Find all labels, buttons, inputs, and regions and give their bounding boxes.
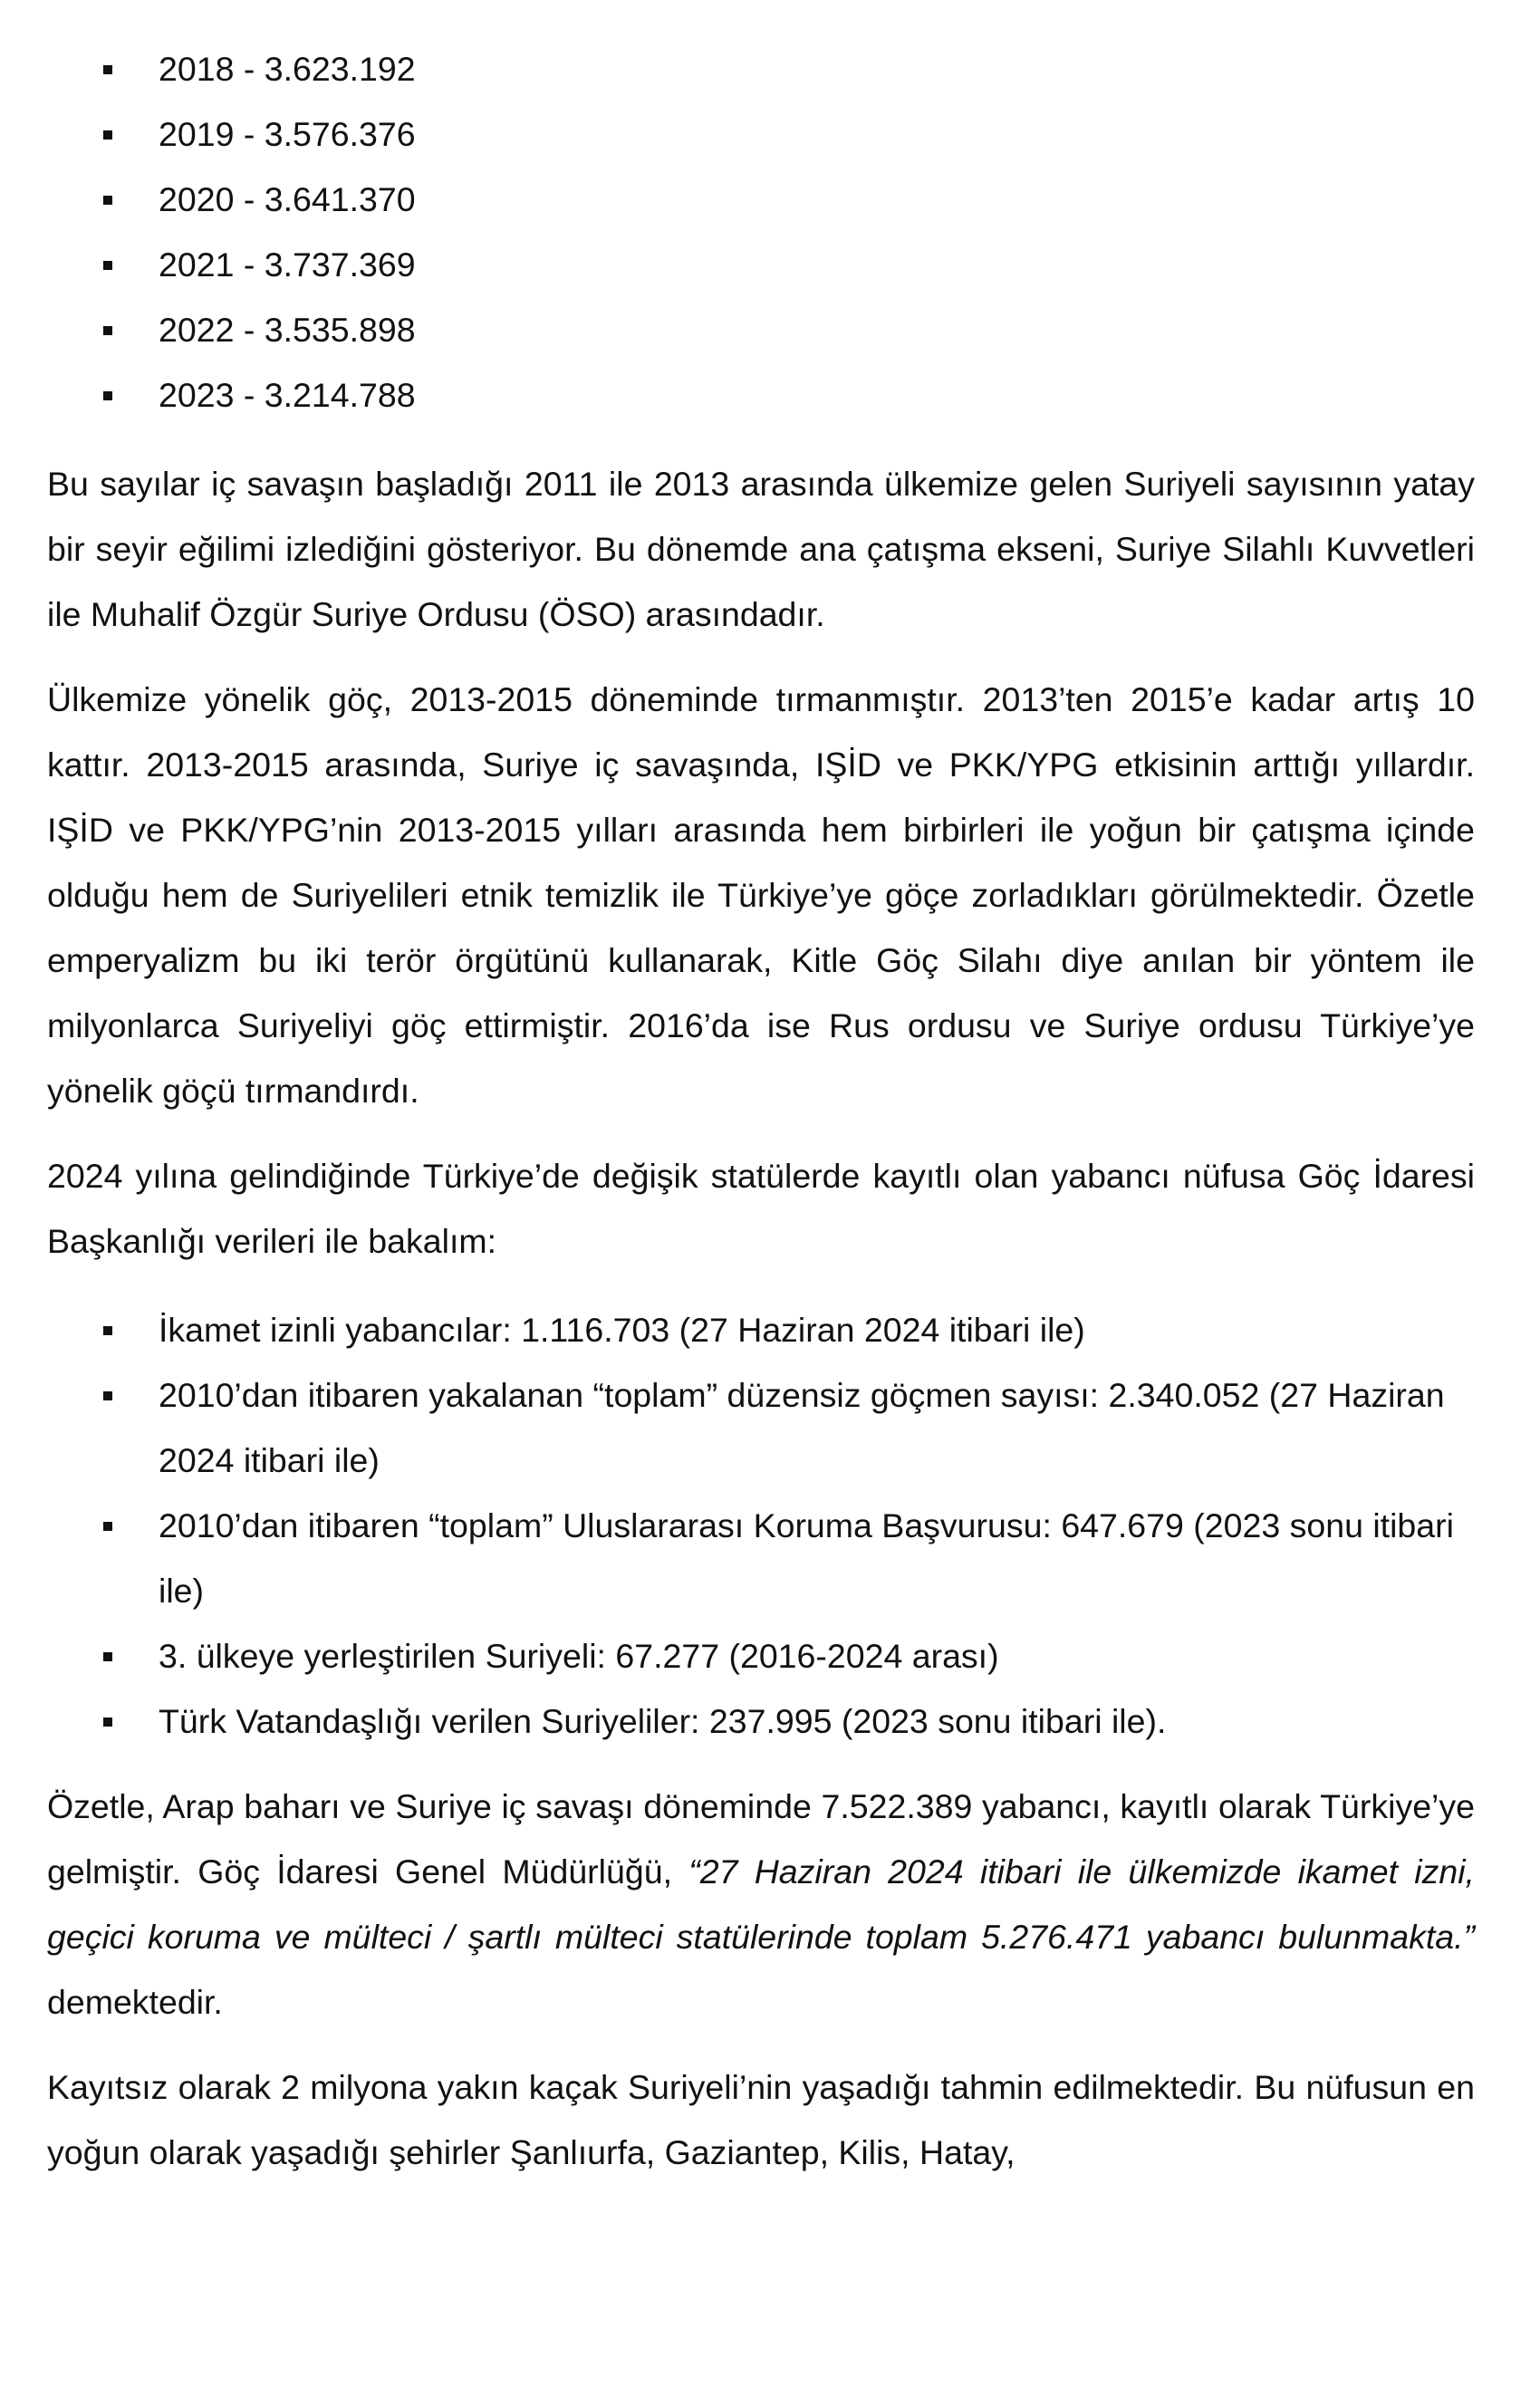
document-page <box>47 36 1475 2185</box>
bullet-icon <box>103 196 112 205</box>
paragraph-3: 2024 yılına gelindiğinde Türkiye’de değişik statülerde kayıtlı olan yabancı nüfusa Göç İdaresi Başkanlığı verileri ile bakalım: <box>47 1157 1475 1260</box>
bullet-icon <box>103 65 112 74</box>
list-item: 2018 - 3.623.192 <box>47 36 1475 101</box>
paragraph-4: Özetle, Arap baharı ve Suriye iç savaşı döneminde 7.522.389 yabancı, kayıtlı olarak Türkiye’ye gelmiştir. Göç İdaresi Genel Müdürlüğü, “27 Haziran 2024 itibari ile ülkemizde ikamet izni, geçici koruma ve mülteci / şartlı mülteci statülerinde toplam 5.276.471 yabancı bulunmakta.” demektedir. <box>47 1787 1475 2021</box>
bullet-icon <box>103 1326 112 1335</box>
paragraph-2: Ülkemize yönelik göç, 2013-2015 döneminde tırmanmıştır. 2013’ten 2015’e kadar artış 10 kattır. 2013-2015 arasında, Suriye iç savaşında, IŞİD ve PKK/YPG etkisinin arttığı yıllardır. IŞİD ve PKK/YPG’nin 2013-2015 yılları arasında hem birbirleri ile yoğun bir çatışma içinde olduğu hem de Suriyelileri etnik temizlik ile Türkiye’ye göçe zorladıkları görülmektedir. Özetle emperyalizm bu iki terör örgütünü kullanarak, Kitle Göç Silahı diye anılan bir yöntem ile milyonlarca Suriyeliyi göç ettirmiştir. 2016’da ise Rus ordusu ve Suriye ordusu Türkiye’ye yönelik göçü tırmandırdı. <box>47 680 1475 1110</box>
quote-italic: “27 Haziran 2024 itibari ile ülkemizde ikamet izni, geçici koruma ve mülteci / şartlı mülteci statülerinde toplam 5.276.471 yabancı bulunmakta.” <box>47 1852 1475 1956</box>
bullet-icon <box>103 1391 112 1400</box>
list-item: 2022 - 3.535.898 <box>47 297 1475 362</box>
list-item: 2010’dan itibaren “toplam” Uluslararası Koruma Başvurusu: 647.679 (2023 sonu itibari ile) <box>47 1493 1475 1623</box>
paragraph-1: Bu sayılar iç savaşın başladığı 2011 ile 2013 arasında ülkemize gelen Suriyeli sayısının yatay bir seyir eğilimi izlediğini gösteriyor. Bu dönemde ana çatışma ekseni, Suriye Silahlı Kuvvetleri ile Muhalif Özgür Suriye Ordusu (ÖSO) arasındadır. <box>47 465 1475 633</box>
bullet-icon <box>103 1652 112 1661</box>
list-item: 2021 - 3.737.369 <box>47 232 1475 297</box>
bullet-icon <box>103 261 112 270</box>
bullet-icon <box>103 1717 112 1727</box>
list-item: Türk Vatandaşlığı verilen Suriyeliler: 237.995 (2023 sonu itibari ile). <box>47 1688 1475 1754</box>
list-item: 2020 - 3.641.370 <box>47 167 1475 232</box>
list-item: 3. ülkeye yerleştirilen Suriyeli: 67.277 (2016-2024 arası) <box>47 1623 1475 1688</box>
paragraph-5: Kayıtsız olarak 2 milyona yakın kaçak Suriyeli’nin yaşadığı tahmin edilmektedir. Bu nüfusun en yoğun olarak yaşadığı şehirler Şanlıurfa, Gaziantep, Kilis, Hatay, <box>47 2068 1475 2171</box>
bullet-icon <box>103 391 112 400</box>
bullet-icon <box>103 130 112 140</box>
list-item: 2019 - 3.576.376 <box>47 101 1475 167</box>
migration-stats-list <box>47 1297 1475 1754</box>
yearly-count-list <box>47 36 1475 428</box>
bullet-icon <box>103 326 112 335</box>
bullet-icon <box>103 1522 112 1531</box>
list-item: 2023 - 3.214.788 <box>47 362 1475 428</box>
list-item: İkamet izinli yabancılar: 1.116.703 (27 Haziran 2024 itibari ile) <box>47 1297 1475 1362</box>
list-item: 2010’dan itibaren yakalanan “toplam” düzensiz göçmen sayısı: 2.340.052 (27 Haziran 2024 itibari ile) <box>47 1362 1475 1493</box>
